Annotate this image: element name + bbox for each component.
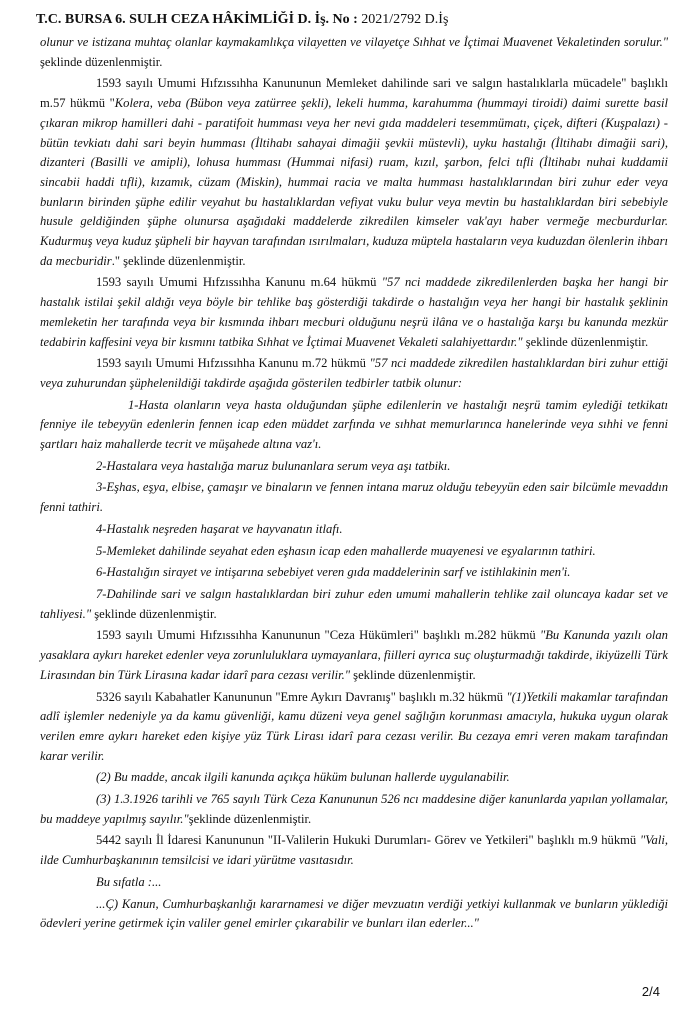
text-run: 2-Hastalara veya hastalığa maruz bulunanlara serum veya aşı tatbikı. [96, 458, 451, 473]
paragraph [40, 768, 668, 788]
text-run: 1593 sayılı Umumi Hıfzıssıhha Kanunu m.64 hükmü [96, 275, 382, 290]
text-run: ...Ç) Kanun, Cumhurbaşkanlığı kararnamesi ve diğer mevzuatın verdiği yetkiyi kullanmak ve bunların yüklediği ödevleri yerine getirmek için valiler genel emirler çıkarabilir ve bunları ilan ederler..." [40, 896, 668, 931]
text-run: "Vali, ilde Cumhurbaşkanının temsilcisi ve idari yürütme vasıtasıdır. [40, 833, 668, 868]
paragraph [40, 33, 668, 72]
text-run: Kolera, veba (Bübon veya zatürree şekli), lekeli humma, karahumma (hummayi tiroidi) daimi surette basil çıkaran mikrop hamilleri dahi - paratifoit humması veya her nevi gıda maddeleri tesemmümatı, çiçek, difteri (Kuşpalazı) - bütün tevkiatı dahi sari beyin humması (İltihabı sahayai dimağii şevkii müstevli), uyku hastalığı (İltihabı dimağii sari), dizanteri (Basilli ve amipli), lohusa humması (Hummai nifasi) ruam, kızıl, şarbon, felci tıfli (İltihabı nuhai kuddamii sincabii haddi tıfli), kızamık, cüzam (Miskin), hummai racia ve malta humması hastalıklarından biri zuhur eder veya bunların birinden şüphe edilir veyahut bu hastalıklardan vefiyat vuku bulur veya mevtin bu hastalıklardan biri sebebiyle husule geldiğinden şüphe olunursa aşağıdaki maddelerde zikredilen kimseler vak'ayı haber vermeğe mecburdurlar. Kudurmuş veya kuduz şüpheli bir hayvan tarafından ısırılmaları, kuduza müptela hastaların veya kuduzdan ölenlerin ihbarı da mecburidir [40, 96, 668, 268]
paragraph [40, 74, 668, 271]
text-run: şeklinde düzenlenmiştir. [40, 54, 163, 69]
text-run: şeklinde düzenlenmiştir. [522, 334, 649, 349]
text-run: şeklinde düzenlenmiştir. [91, 606, 217, 621]
text-run: 5442 sayılı İl İdaresi Kanununun "II-Valilerin Hukuki Durumları- Görev ve Yetkileri" başlıklı m.9 hükmü [96, 833, 640, 848]
page-number: 2/4 [641, 984, 660, 999]
paragraph [40, 895, 668, 934]
text-run: ." şeklinde düzenlenmiştir. [111, 253, 246, 268]
text-run: 7-Dahilinde sari ve salgın hastalıklardan biri zuhur eden umumi mahallerin tehlike zail oluncaya kadar set ve tahliyesi." [40, 586, 668, 621]
paragraph [40, 626, 668, 685]
text-run: 3-Eşhas, eşya, elbise, çamaşır ve binaların ve fennen intana maruz olduğu tebeyyün eden sair bilcümle mevaddın fenni tathiri. [40, 480, 668, 515]
text-run: (2) Bu madde, ancak ilgili kanunda açıkça hüküm bulunan hallerde uygulanabilir. [96, 770, 510, 785]
paragraph [40, 563, 668, 583]
text-run: 5-Memleket dahilinde seyahat eden eşhasın icap eden mahallerde muayenesi ve eşyalarının tathiri. [96, 543, 596, 558]
text-run: 4-Hastalık neşreden haşarat ve hayvanatın itlafı. [96, 521, 343, 536]
paragraph [40, 457, 668, 477]
paragraph [40, 790, 668, 829]
text-run: "57 nci maddede zikredilenlerden başka her hangi bir hastalık istilai şekil aldığı veya böyle bir tehlike baş gösterdiği takdirde o hastalığın veya her hangi bir hastalık şeklinin memleketin her tarafında veya bir kısmında ihbarı mecburi olduğunu neşrü ilâna ve o hastalığa karşı bu kanunda mezkür tedabirin kaffesini veya bir kısmını tatbika Sıhhat ve İçtimai Muavenet Vekaleti salahiyettardır." [40, 275, 668, 349]
text-run: Bu sıfatla :... [96, 874, 162, 889]
paragraph [40, 831, 668, 870]
text-run: şeklinde düzenlenmiştir. [188, 811, 312, 826]
text-run: 1-Hasta olanların veya hasta olduğundan şüphe edilenlerin ve hastalığı neşrü tamim eylediği tetkikatı fenniye ile tebeyyün edenlerin fennen icap eden müddet zarfında ve sıhhat memurlarınca hanelerinde veya sıhhi ve fenni şartları haiz mahallerde tecrit ve müşahede altına vaz'ı. [40, 397, 668, 452]
page-header [36, 12, 676, 28]
text-run: şeklinde düzenlenmiştir. [350, 667, 476, 682]
paragraph [40, 273, 668, 352]
court-title: T.C. BURSA 6. SULH CEZA HÂKİMLİĞİ D. İş. No : [36, 12, 358, 27]
text-run: "(1)Yetkili makamlar tarafından adlî işlemler nedeniyle ya da kamu güvenliği, kamu düzeni veya genel sağlığın korunması amacıyla, hukuka uygun olarak verilen emre aykırı hareket eden kişiye yüz Türk Lirası idarî para cezası verilir. Bu cezaya emri veren makam tarafından karar verilir. [40, 689, 668, 763]
paragraph [40, 542, 668, 562]
text-run: "Bu Kanunda yazılı olan yasaklara aykırı hareket edenler veya zorunluluklara uymayanlara, fiilleri ayrıca suç oluşturmadığı takdirde, ikiyüzelli Türk Lirasından bin Türk Lirasına kadar idarî para cezası verilir." [40, 628, 668, 682]
text-run: 1593 sayılı Umumi Hıfzıssıhha Kanununun "Ceza Hükümleri" başlıklı m.282 hükmü [96, 628, 540, 643]
text-run: 6-Hastalığın sirayet ve intişarına sebebiyet veren gıda maddelerinin sarf ve istihlakinin men'i. [96, 565, 571, 580]
paragraph [40, 585, 668, 624]
text-run: 1593 sayılı Umumi Hıfzıssıhha Kanununun Memleket dahilinde sari ve salgın hastalıklarla mücadele" başlıklı m.57 hükmü " [40, 76, 668, 111]
text-run: (3) 1.3.1926 tarihli ve 765 sayılı Türk Ceza Kanununun 526 ncı maddesine diğer kanunlarda yapılan yollamalar, bu maddeye yapılmış sayılır." [40, 792, 668, 826]
paragraph [40, 520, 668, 540]
paragraph [40, 478, 668, 517]
document-body [40, 33, 668, 934]
paragraph [40, 396, 668, 455]
paragraph [40, 354, 668, 393]
case-number: 2021/2792 D.İş [361, 12, 449, 27]
text-run: 1593 sayılı Umumi Hıfzıssıhha Kanunu m.72 hükmü [96, 356, 370, 371]
text-run: "57 nci maddede zikredilen hastalıklardan biri zuhur ettiği veya zuhurundan şüphelenildiği takdirde aşağıda gösterilen tedbirler tatbik olunur: [40, 356, 669, 390]
paragraph [40, 873, 668, 893]
text-run: olunur ve istizana muhtaç olanlar kaymakamlıkça vilayetten ve vilayetçe Sıhhat ve İçtimai Muavenet Vekaletinden sorulur." [40, 35, 668, 49]
text-run: 5326 sayılı Kabahatler Kanununun "Emre Aykırı Davranış" başlıklı m.32 hükmü [96, 689, 507, 704]
paragraph [40, 688, 668, 767]
